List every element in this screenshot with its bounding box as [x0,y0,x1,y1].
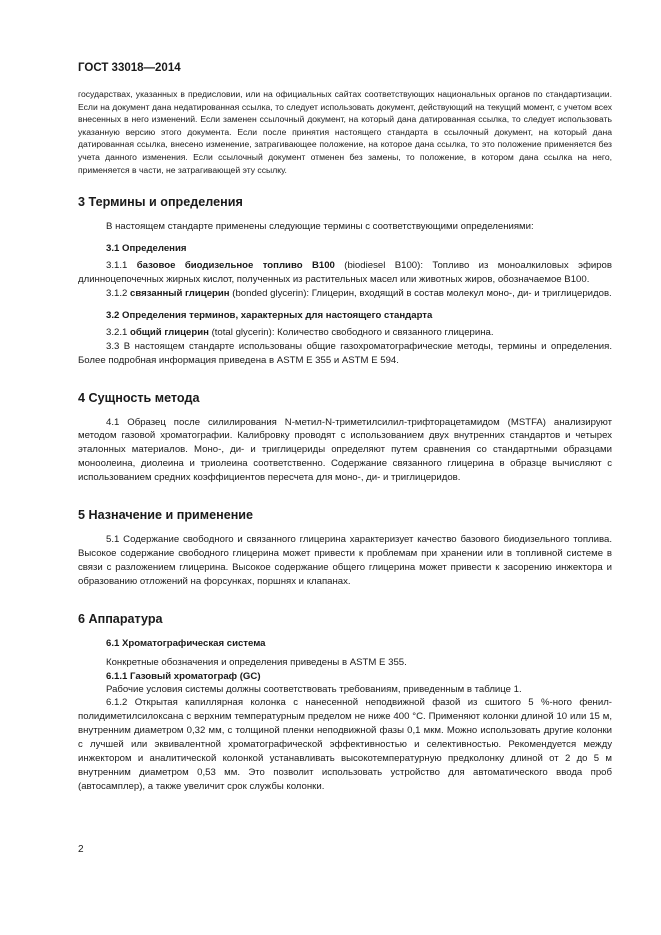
section-5-title: 5 Назначение и применение [78,508,254,523]
standard-header: ГОСТ 33018—2014 [78,62,181,74]
document-body [78,88,612,794]
paragraph-4-1: 4.1 Образец после силилирования N-метил-N-триметилсилил-трифторацетамидом (MSTFA) анализируют методом газовой хроматографии. Калибровку проводят с использованием двух внутренних стандартов и четырех эталонных материалов. Моно-, ди- и триглицериды определяют путем сравнения со стандартными образцами моноолеина, диолеина и триолеина соответственно. Содержание связанного глицерина в образце вычисляют с использованием средних коэффициентов пересчета для моно-, ди- и триглицеридов. [78,416,612,484]
term-name: базовое биодизельное топливо В100 [136,260,335,272]
intro-paragraph: государствах, указанных в предисловии, или на официальных сайтах соответствующих национальных органов по стандартизации. Если на документ дана недатированная ссылка, то следует использовать документ, действующий на текущий момент, с учетом всех внесенных в него изменений. Если заменен ссылочный документ, на который дана датированная ссылка, то следует использовать указанную версию этого документа. Если после принятия настоящего стандарта в ссылочный документ, на который дана датированная ссылка, внесено изменение, затрагивающее положение, на которое дана ссылка, то это положение применяется без учета данного изменения. Если ссылочный документ отменен без замены, то положение, в котором дана ссылка на него, применяется в части, не затрагивающей эту ссылку. [78,89,612,175]
term-number: 3.1.2 [106,287,131,299]
section-4-title: 4 Сущность метода [78,390,200,405]
term-3-1-1 [78,259,612,287]
term-number: 3.1.1 [106,260,137,272]
subsection-3-1-title: 3.1 Определения [106,243,187,255]
section-3-intro: В настоящем стандарте применены следующие термины с соответствующими определениями: [106,221,534,233]
paragraph-6-1: Конкретные обозначения и определения приведены в ASTM E 355. [106,656,407,668]
term-name: общий глицерин [130,326,209,338]
subsection-6-1-1-title: 6.1.1 Газовый хроматограф (GC) [106,670,261,682]
term-definition: (bonded glycerin): Глицерин, входящий в состав молекул моно-, ди- и триглицеридов. [229,287,612,299]
paragraph-6-1-1: Рабочие условия системы должны соответствовать требованиям, приведенным в таблице 1. [106,683,522,695]
term-definition: (total glycerin): Количество свободного и связанного глицерина. [208,326,494,338]
section-6-title: 6 Аппаратура [78,611,163,626]
page-number: 2 [78,844,84,855]
section-3-title: 3 Термины и определения [78,195,243,210]
paragraph-6-1-2: 6.1.2 Открытая капиллярная колонка с нанесенной неподвижной фазой из сшитого 5 %-ного фенил-полидиметилсилоксана с верхним температурным пределом не ниже 400 °С. Применяют колонки длиной 10 или 15 м, внутренним диаметром 0,32 мм, с толщиной пленки неподвижной фазы 0,1 мкм. Можно использовать другие колонки с лучшей или эквивалентной хроматографической эффективностью и селективностью. Рекомендуется между инжектором и аналитической колонкой устанавливать высокотемпературную предколонку длиной от 2 до 5 м внутренним диаметром 0,53 мм. Это позволит использовать устройство для автоматического ввода проб (автосамплер), а также увеличит срок службы колонки. [78,697,612,792]
paragraph-3-3: 3.3 В настоящем стандарте использованы общие газохроматографические методы, термины и определения. Более подробная информация приведена в ASTM E 355 и ASTM E 594. [78,340,612,366]
subsection-3-2-title: 3.2 Определения терминов, характерных для настоящего стандарта [106,309,433,321]
term-3-2-1 [78,326,612,340]
term-definition: (biodiesel В100): Топливо из моноалкиловых эфиров длинноцепочечных жирных кислот, полученных из растительных масел или животных жиров, обозначаемое В100. [78,260,612,285]
term-name: связанный глицерин [130,287,230,299]
term-3-1-2 [78,287,612,301]
paragraph-5-1: 5.1 Содержание свободного и связанного глицерина характеризует качество базового биодизельного топлива. Высокое содержание свободного глицерина может привести к проблемам при хранении или в топливной системе в связи с разложением глицерина. Высокое содержание общего глицерина может привести к засорению инжектора и образованию отложений на форсунках, поршнях и клапанах. [78,534,612,587]
term-number: 3.2.1 [106,326,131,338]
subsection-6-1-title: 6.1 Хроматографическая система [106,637,266,649]
